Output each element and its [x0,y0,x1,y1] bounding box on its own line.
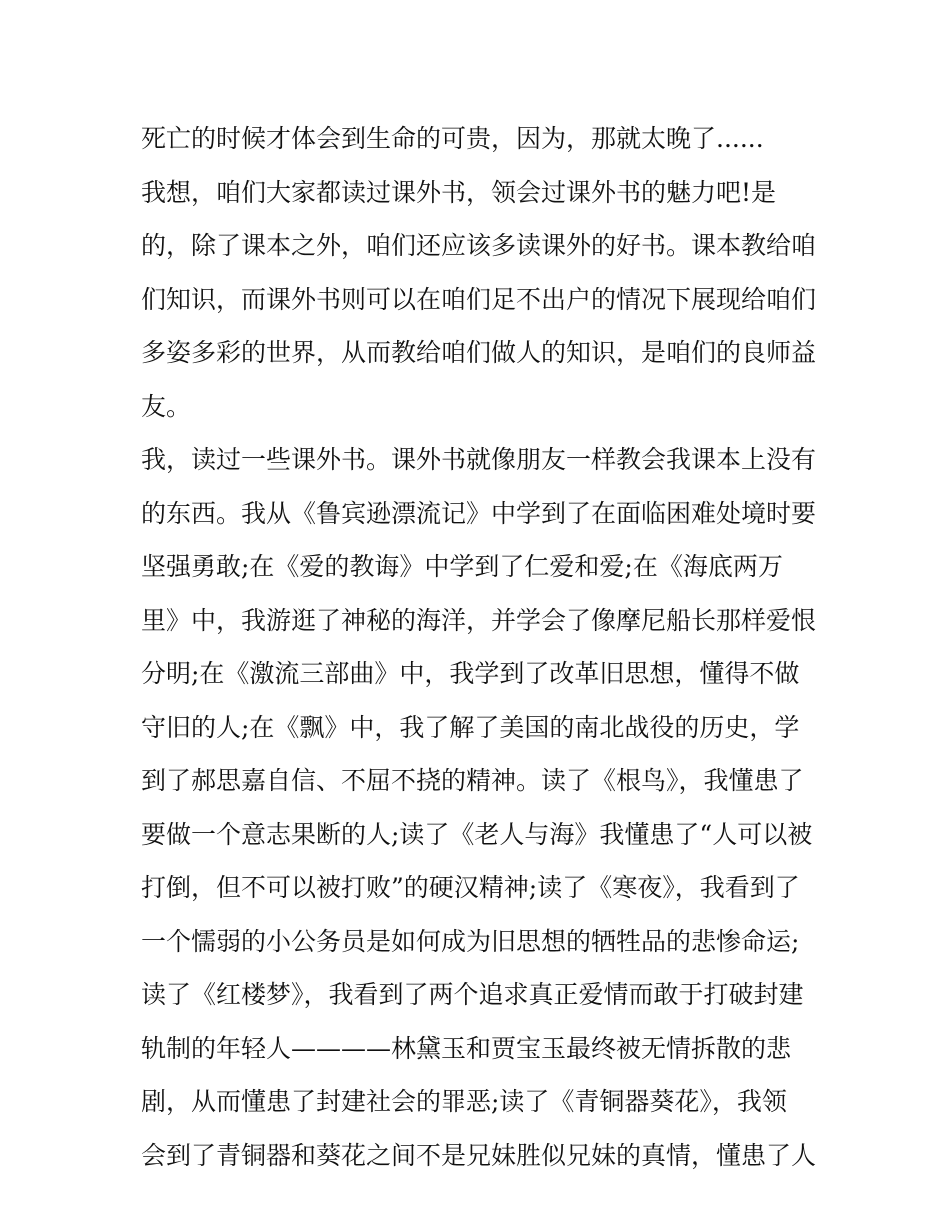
text-line: 轨制的年轻人————林黛玉和贾宝玉最终被无情拆散的悲 [141,1033,792,1063]
text-line: 剧，从而懂患了封建社会的罪恶;读了《青铜器葵花》，我领 [141,1087,787,1116]
body-text [141,112,831,1182]
text-line: 们知识，而课外书则可以在咱们足不出户的情况下展现给咱们 [141,284,817,314]
text-line: 守旧的人;在《飘》中，我了解了美国的南北战役的历史，学 [141,712,800,742]
text-line: 里》中，我游逛了神秘的海洋，并学会了像摩尼船长那样爱恨 [141,605,817,635]
text-line: 多姿多彩的世界，从而教给咱们做人的知识，是咱们的良师益 [141,338,817,367]
text-line: 的东西。我从《鲁宾逊漂流记》中学到了在面临困难处境时要 [141,498,817,528]
text-line: 坚强勇敢;在《爱的教诲》中学到了仁爱和爱;在《海底两万 [141,552,783,581]
text-line: 打倒，但不可以被打败”的硬汉精神;读了《寒夜》，我看到了 [141,873,800,902]
text-line: 到了郝思嘉自信、不屈不挠的精神。读了《根鸟》，我懂患了 [141,766,804,795]
text-line: 读了《红楼梦》，我看到了两个追求真正爱情而敢于打破封建 [141,980,804,1009]
text-line: 我，读过一些课外书。课外书就像朋友一样教会我课本上没有 [141,445,817,474]
text-line: 的，除了课本之外，咱们还应该多读课外的好书。课本教给咱 [141,231,817,260]
text-line: 分明;在《激流三部曲》中，我学到了改革旧思想，懂得不做 [141,659,800,688]
text-line: 友。 [141,391,192,421]
text-line: 会到了青铜器和葵花之间不是兄妹胜似兄妹的真情，懂患了人 [141,1140,817,1170]
text-line: 我想，咱们大家都读过课外书，领会过课外书的魅力吧!是 [141,177,777,207]
text-line: 要做一个意志果断的人;读了《老人与海》我懂患了“人可以被 [141,819,813,849]
text-line: 一个懦弱的小公务员是如何成为旧思想的牺牲品的悲惨命运; [141,926,800,956]
text-line: 死亡的时候才体会到生命的可贵，因为，那就太晚了...... [141,124,764,153]
